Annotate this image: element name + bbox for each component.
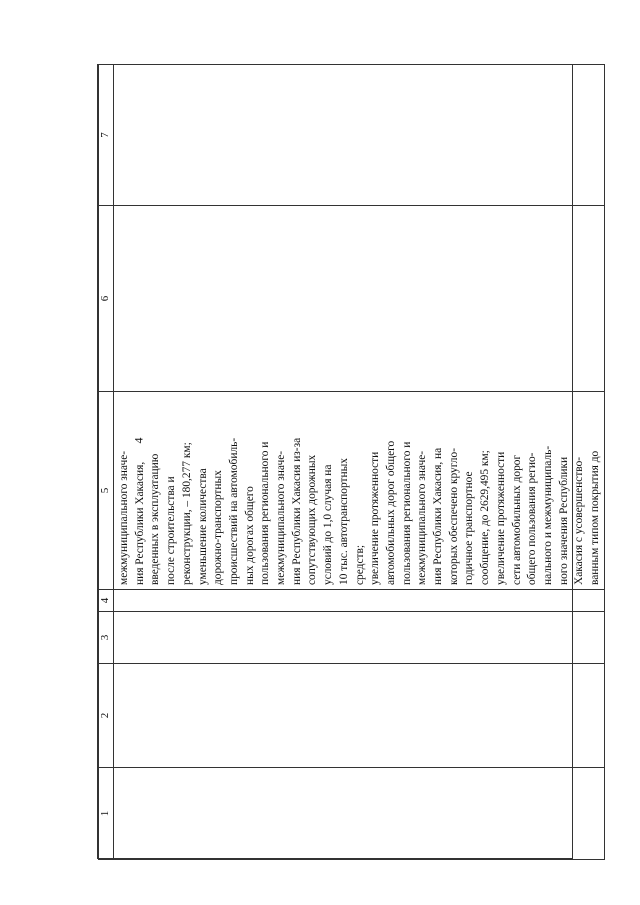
column-header-4: 4 (99, 590, 114, 612)
column-header-2: 2 (99, 664, 114, 768)
page-number: 4 (131, 437, 146, 444)
cell-col5-indicators: межмуниципального значе- ния Республики Хакасия, введенных в эксплуатацию после строительства и реконструкции, – 180,277 км; уменьшение количества дорожно-транспортных происшествий на автомобиль- ных дорогах общего пользования регионального и межмуниципального значе- ния Республики Хакасия из-за сопутствующих дорожных условий до 1,0 случая на 10 тыс. автотранспортных средств; увеличение протяженности автомобильных дорог общего пользования регионального и межмуниципального значе- ния Республики Хакасия, на которых обеспечено кругло- годичное транспортное сообщение, до 2629,495 км; увеличение протяженности сети автомобильных дорог общего пользования регио- нального и межмуниципаль- ного значения Республики Хакасия с усовершенство- ванным типом покрытия до (114, 392, 605, 590)
cell-col1 (114, 768, 605, 860)
table-header-row (99, 65, 114, 860)
cell-col2 (114, 664, 605, 768)
column-header-3: 3 (99, 612, 114, 664)
cell-col3 (114, 612, 605, 664)
column-header-1: 1 (99, 768, 114, 860)
column-header-7: 7 (99, 65, 114, 206)
rotated-table-frame (97, 64, 602, 859)
cell-col6 (114, 206, 605, 392)
cell-col4 (114, 590, 605, 612)
column-header-5: 5 (99, 392, 114, 590)
table-row (114, 65, 605, 860)
data-table (98, 64, 605, 860)
rotated-table-container (98, 65, 602, 860)
cell-col7 (114, 65, 605, 206)
column-header-6: 6 (99, 206, 114, 392)
